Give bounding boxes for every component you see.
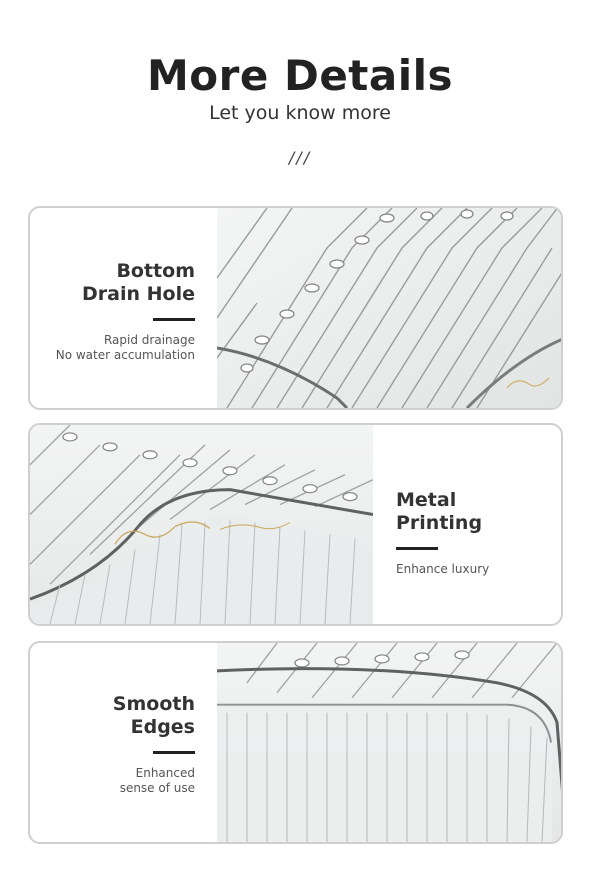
feature-description: [28, 333, 195, 363]
feature-desc-line2: sense of use: [119, 781, 195, 795]
feature-card-metal-printing: [28, 423, 563, 626]
product-photo-drain-hole: [217, 208, 563, 408]
accent-bar: [153, 318, 195, 321]
product-photo-metal-printing: [30, 425, 373, 624]
accent-bar: [153, 751, 195, 754]
feature-desc-line1: Enhance luxury: [396, 562, 490, 576]
feature-heading: [28, 693, 195, 739]
feature-text: [396, 489, 556, 577]
feature-heading: [28, 260, 195, 306]
feature-desc-line1: Enhanced: [135, 766, 195, 780]
page-title: More Details: [146, 51, 454, 100]
feature-heading-line2: Edges: [130, 716, 195, 738]
feature-description: [396, 562, 556, 577]
feature-text: [28, 693, 195, 796]
feature-heading-line1: Bottom: [116, 260, 195, 282]
feature-heading-line1: Metal: [396, 489, 457, 511]
section-divider: ///: [288, 148, 312, 167]
feature-heading-line1: Smooth: [112, 693, 195, 715]
feature-card-smooth-edges: [28, 641, 563, 844]
feature-heading: [396, 489, 556, 535]
product-photo-smooth-edges: [217, 643, 563, 842]
feature-desc-line1: Rapid drainage: [103, 333, 195, 347]
feature-heading-line2: Drain Hole: [82, 283, 195, 305]
accent-bar: [396, 547, 438, 550]
feature-desc-line2: No water accumulation: [55, 348, 195, 362]
page-subtitle: Let you know more: [209, 102, 391, 124]
feature-description: [28, 766, 195, 796]
feature-text: [28, 260, 195, 363]
feature-heading-line2: Printing: [396, 512, 483, 534]
feature-card-drain-hole: [28, 206, 563, 410]
